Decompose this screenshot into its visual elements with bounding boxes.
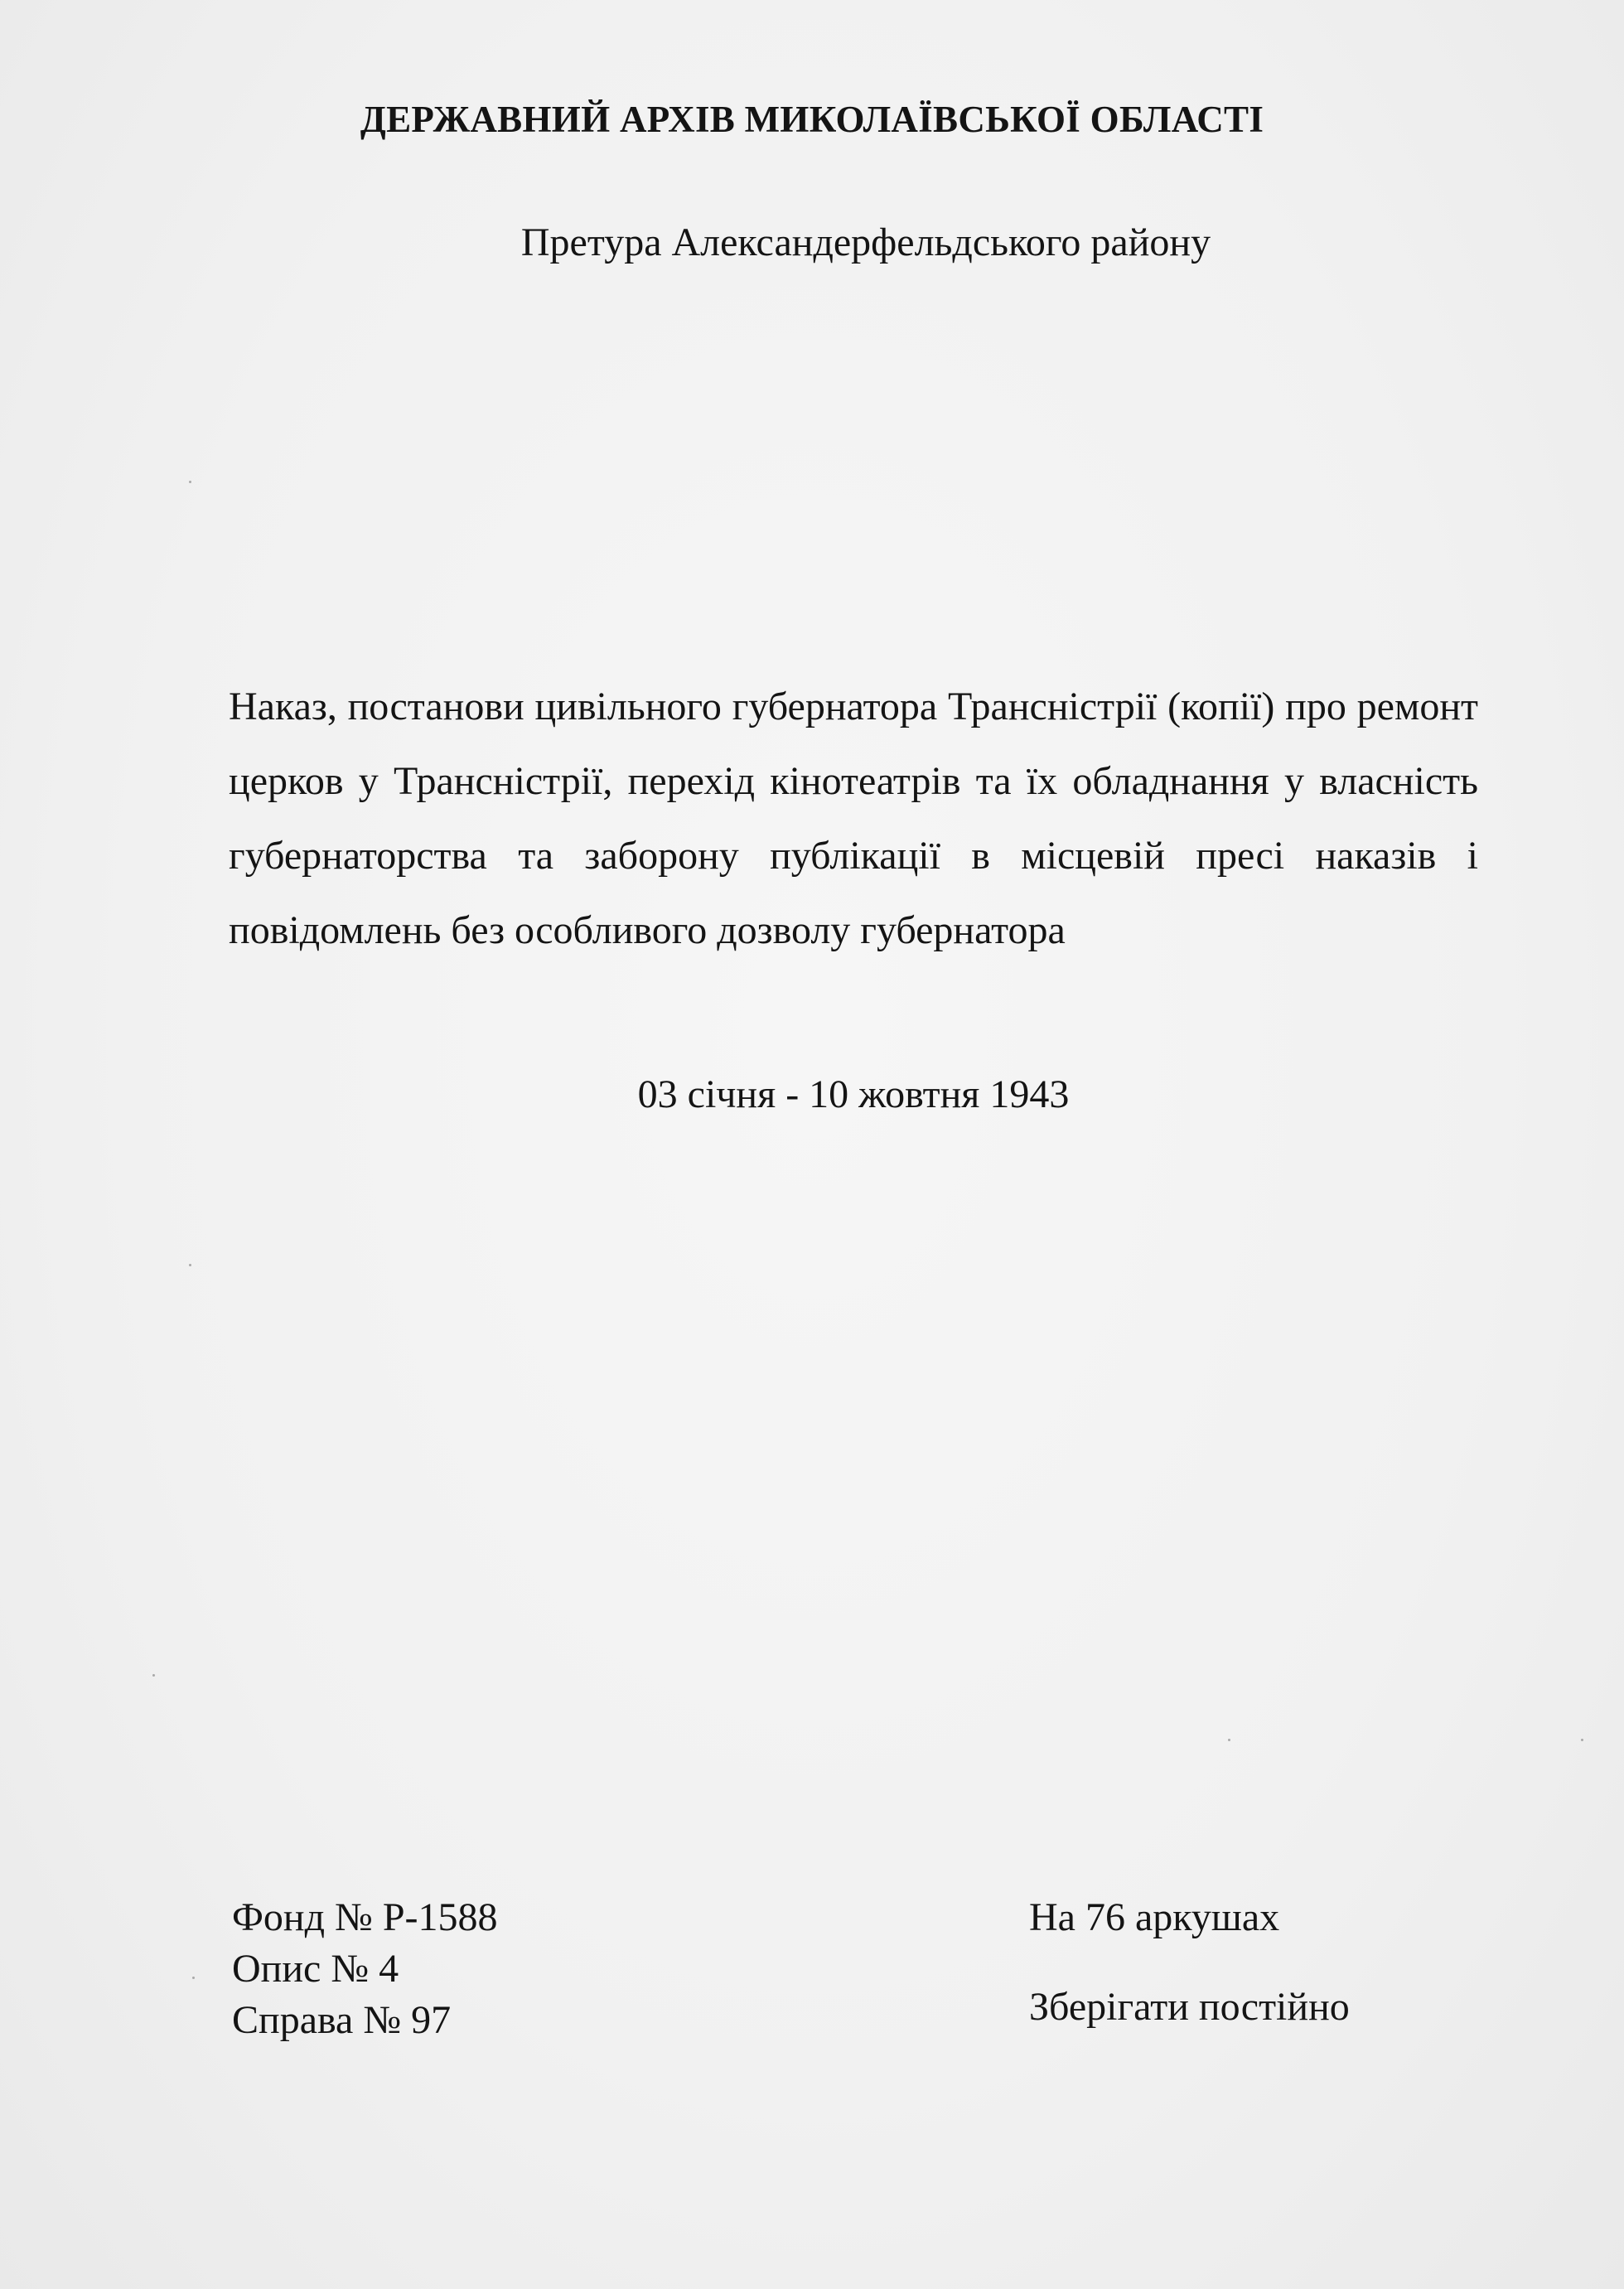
paper-speck <box>189 481 191 483</box>
fond-number: Фонд № Р-1588 <box>232 1895 498 1939</box>
paper-speck <box>1228 1739 1230 1741</box>
archive-reference-block <box>232 1892 498 2046</box>
paper-speck <box>152 1674 155 1677</box>
storage-info-block <box>1029 1892 1350 2033</box>
opys-number: Опис № 4 <box>232 1947 399 1991</box>
paper-speck <box>189 1264 191 1266</box>
date-range: 03 січня - 10 жовтня 1943 <box>637 1072 1070 1116</box>
archive-name-heading: ДЕРЖАВНИЙ АРХІВ МИКОЛАЇВСЬКОЇ ОБЛАСТІ <box>360 99 1264 140</box>
sheet-count: На 76 аркушах <box>1029 1895 1280 1939</box>
file-description: Наказ, постанови цивільного губернатора Трансністрії (копії) про ремонт церков у Трансністрії, перехід кінотеатрів та їх обладнання у власність губернаторства та заборону публікації в місцевій пресі наказів і повідомлень без особливого дозволу губернатора <box>229 685 1478 952</box>
sprava-number: Справа № 97 <box>232 1998 452 2042</box>
retention-note: Зберігати постійно <box>1029 1985 1350 2029</box>
fund-creator-title: Претура Александерфельдського району <box>520 220 1211 264</box>
paper-speck <box>192 1977 195 1979</box>
paper-speck <box>1581 1739 1583 1741</box>
